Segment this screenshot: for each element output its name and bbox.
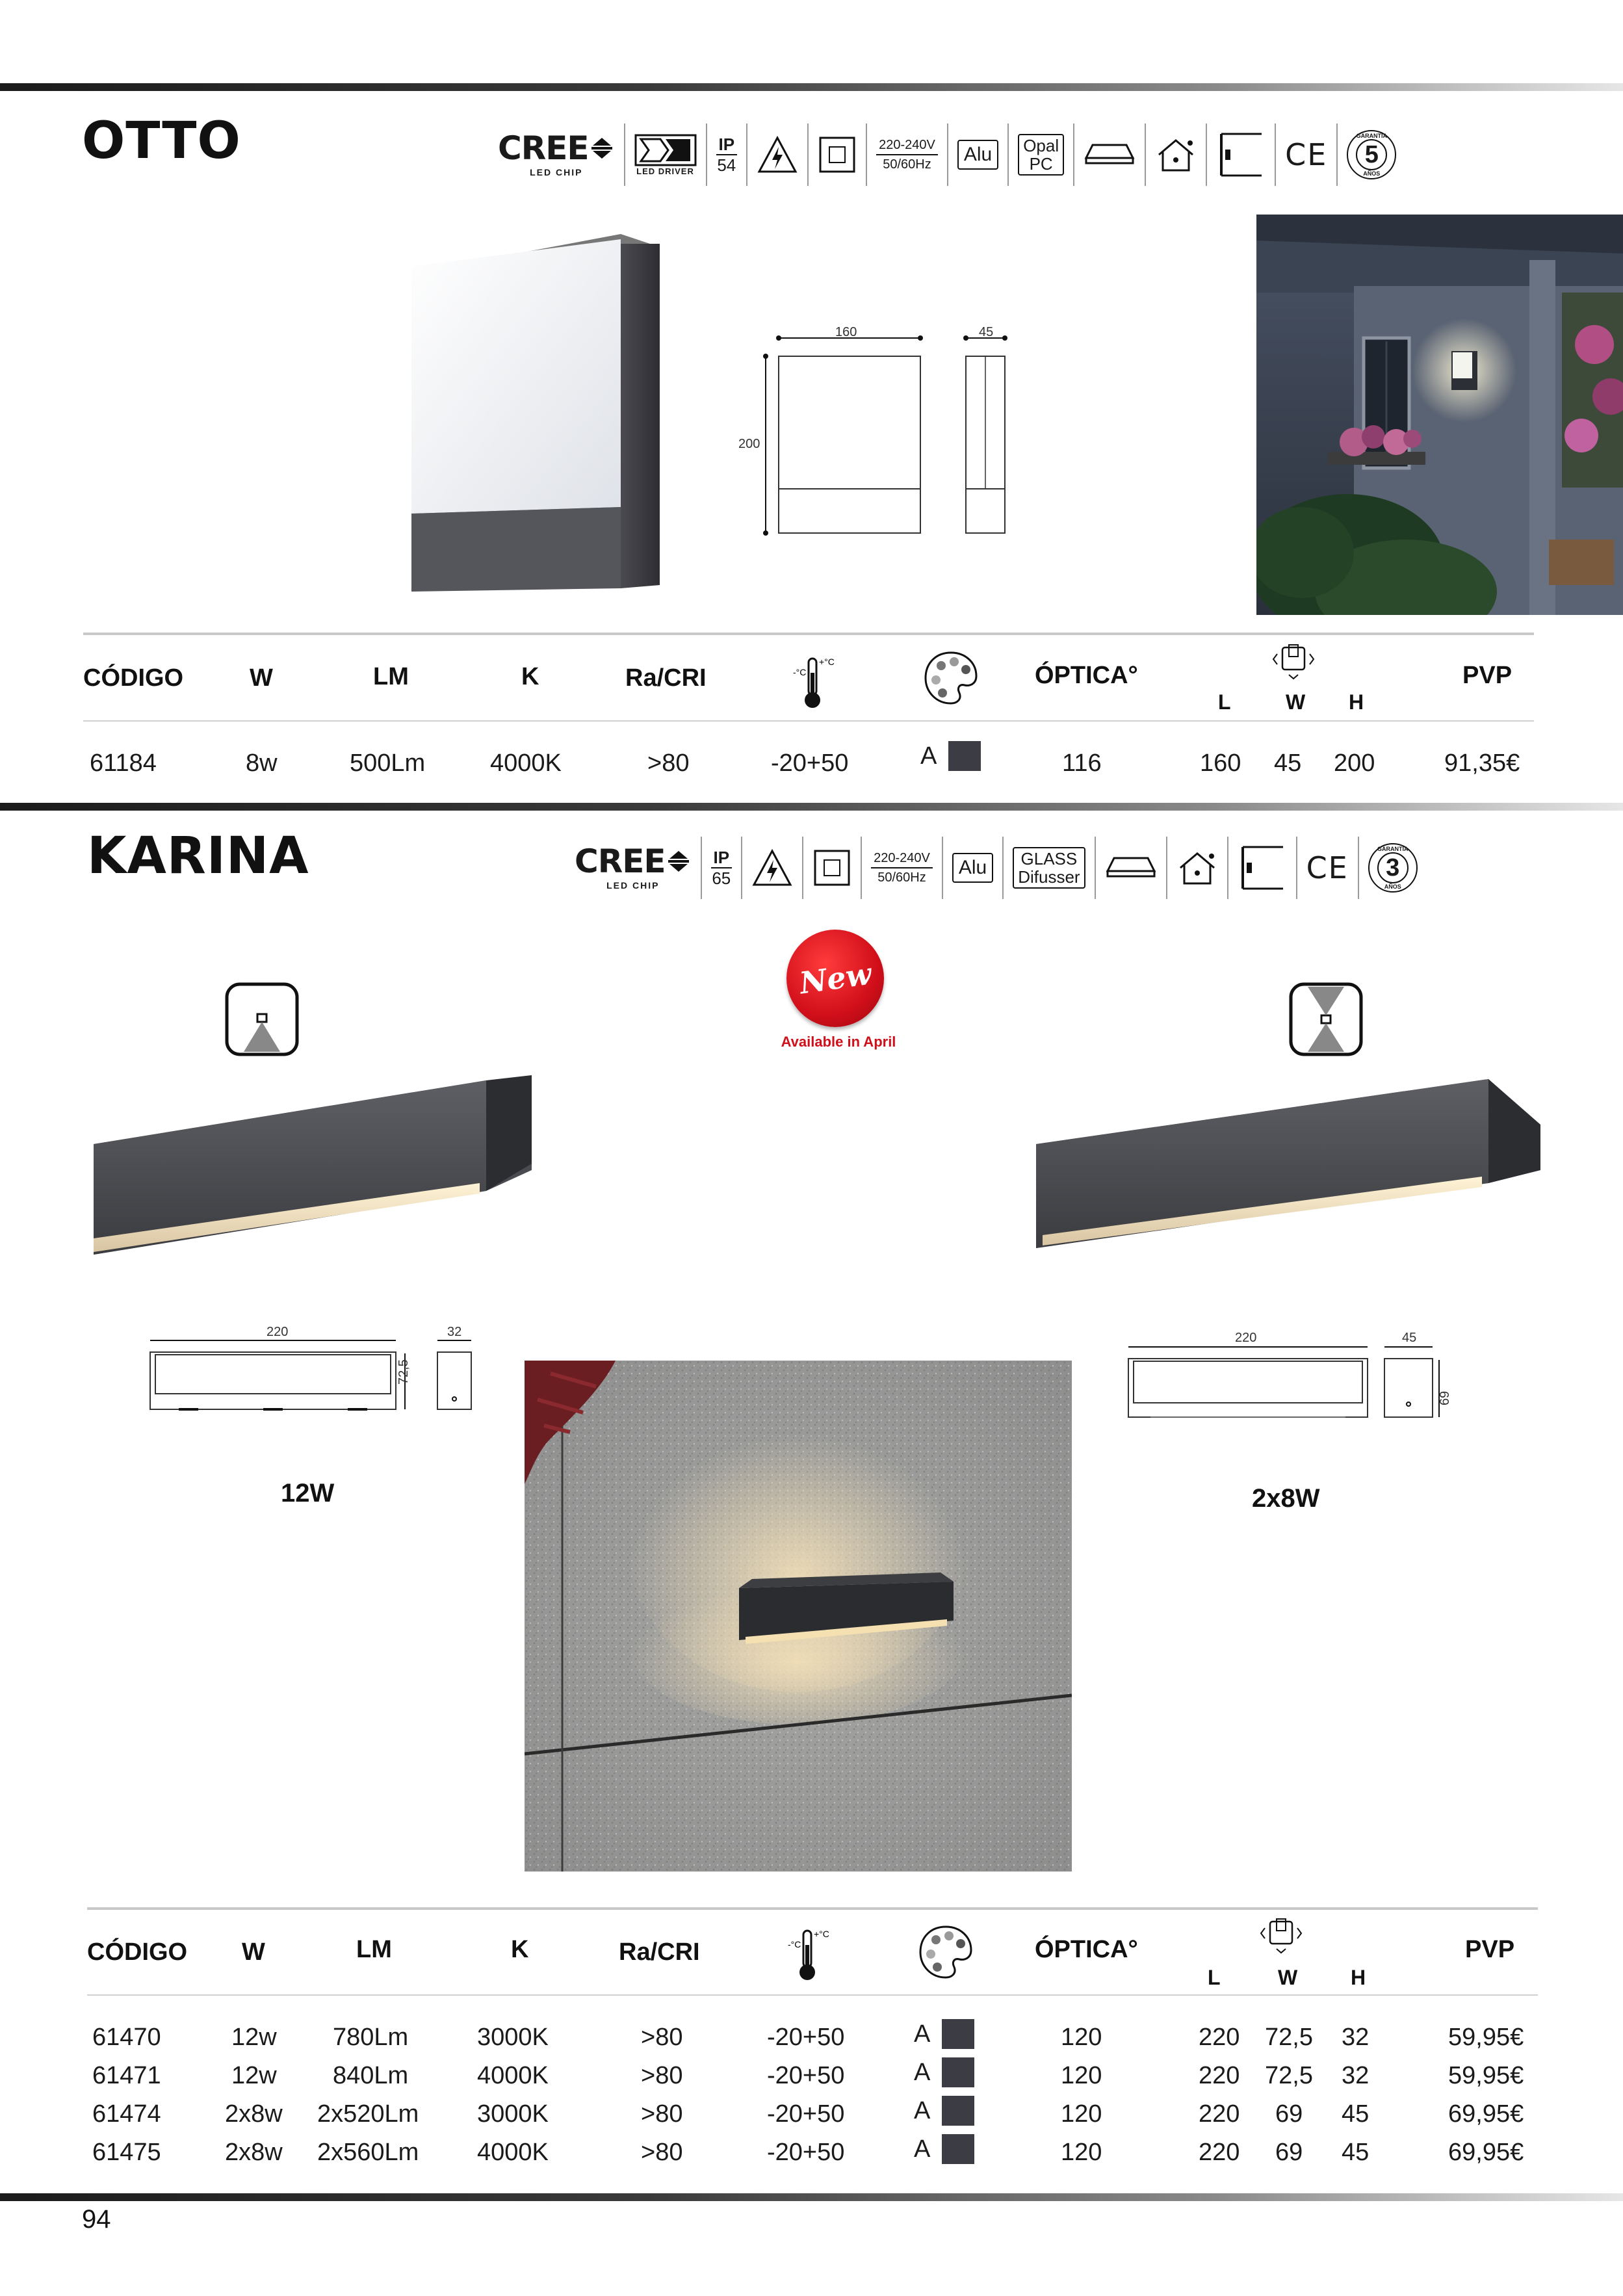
otto-th-l: L [1218, 690, 1231, 714]
karina-cell-temp: -20+50 [767, 2100, 845, 2128]
karina-cell-temp: -20+50 [767, 2062, 845, 2089]
color-code-label: A [914, 2020, 931, 2048]
karina-th-pvp: PVP [1465, 1936, 1515, 1963]
karina-cell-l: 220 [1199, 2062, 1240, 2089]
karina-cell-h: 45 [1342, 2139, 1370, 2166]
karina-th-lm: LM [356, 1936, 392, 1963]
otto-th-k: K [521, 663, 539, 690]
karina-cell-color [914, 2134, 974, 2164]
color-code-label: A [920, 742, 937, 770]
karina-cell-dw: 72,5 [1265, 2062, 1313, 2089]
karina-cell-k: 3000K [477, 2100, 549, 2128]
wall-mount-icon [1074, 124, 1146, 186]
ip-rating-icon: IP 54 [707, 124, 748, 186]
voltage-icon: 220-240V 50/60Hz [862, 837, 943, 899]
anthracite-swatch [948, 741, 981, 771]
ce-mark-icon: CE [1297, 837, 1359, 899]
middle-rule [0, 803, 1623, 811]
karina-cell-cri: >80 [641, 2024, 683, 2051]
karina-12w-dim-width: 220 [266, 1325, 289, 1339]
karina-cell-lm: 840Lm [333, 2062, 409, 2089]
otto-product-image [400, 234, 673, 598]
karina-th-l: L [1208, 1966, 1221, 1989]
otto-cell-cri: >80 [647, 750, 690, 777]
karina-cell-color [914, 2096, 974, 2126]
karina-cell-pvp: 69,95€ [1448, 2100, 1524, 2128]
up-down-light-direction-icon [1288, 982, 1364, 1057]
karina-cell-color [914, 2019, 974, 2049]
karina-cell-cri: >80 [641, 2062, 683, 2089]
otto-th-pvp: PVP [1462, 662, 1513, 689]
karina-2x8w-dim-height: 69 [1438, 1390, 1452, 1405]
ce-mark-icon: CE [1276, 124, 1338, 186]
cree-logo: CREE LED CHIP [489, 124, 625, 186]
electric-warning-icon [747, 124, 809, 186]
karina-cell-optic: 120 [1061, 2139, 1102, 2166]
karina-cell-optic: 120 [1061, 2100, 1102, 2128]
anthracite-swatch [942, 2019, 974, 2049]
material-icon: Alu [948, 124, 1009, 186]
karina-2x8w-dim-width: 220 [1235, 1331, 1257, 1345]
karina-cell-k: 4000K [477, 2139, 549, 2166]
svg-text:+°C: +°C [814, 1929, 829, 1939]
class-ii-icon [809, 124, 867, 186]
page-number: 94 [82, 2205, 111, 2234]
karina-cell-pvp: 59,95€ [1448, 2062, 1524, 2089]
ip-rating-icon: IP 65 [702, 837, 743, 899]
new-badge: New [786, 930, 884, 1027]
cree-logo: CREE LED CHIP [565, 837, 702, 899]
product-title-karina: KARINA [87, 827, 309, 885]
karina-cell-lm: 2x520Lm [317, 2100, 419, 2128]
otto-cell-lm: 500Lm [350, 750, 426, 777]
diffuser-icon: GLASS Difusser [1004, 837, 1095, 899]
otto-cell-temp: -20+50 [771, 750, 849, 777]
karina-cell-dw: 69 [1275, 2100, 1303, 2128]
karina-cell-l: 220 [1199, 2100, 1240, 2128]
available-in-april-label: Available in April [781, 1034, 896, 1050]
otto-palette-icon [923, 650, 979, 706]
warranty-badge: GARANTÍA 5 AÑOS [1338, 124, 1405, 186]
otto-th-cri: Ra/CRI [625, 664, 707, 692]
svg-text:+°C: +°C [819, 657, 835, 667]
otto-installation-photo [1256, 215, 1623, 615]
karina-cell-code: 61474 [92, 2100, 161, 2128]
otto-dim-depth: 45 [979, 325, 994, 339]
karina-cell-lm: 780Lm [333, 2024, 409, 2051]
karina-cell-h: 32 [1342, 2062, 1370, 2089]
karina-cell-code: 61470 [92, 2024, 161, 2051]
karina-cell-pvp: 59,95€ [1448, 2024, 1524, 2051]
karina-th-w: W [242, 1938, 265, 1966]
otto-dim-height: 200 [738, 437, 760, 451]
karina-cell-dw: 69 [1275, 2139, 1303, 2166]
karina-th-cri: Ra/CRI [619, 1938, 700, 1966]
karina-cell-w: 2x8w [225, 2139, 283, 2166]
otto-th-optic: ÓPTICA° [1035, 662, 1138, 689]
outdoor-house-icon [1146, 124, 1207, 186]
karina-th-optic: ÓPTICA° [1035, 1936, 1138, 1963]
color-code-label: A [914, 2058, 931, 2086]
karina-cell-h: 45 [1342, 2100, 1370, 2128]
driver-box-icon [634, 134, 697, 166]
karina-cell-h: 32 [1342, 2024, 1370, 2051]
otto-th-lm: LM [373, 663, 409, 690]
voltage-icon: 220-240V 50/60Hz [867, 124, 948, 186]
karina-cell-pvp: 69,95€ [1448, 2139, 1524, 2166]
karina-cell-l: 220 [1199, 2139, 1240, 2166]
otto-cell-dw: 45 [1274, 750, 1302, 777]
karina-12w-dim-height: 72,5 [396, 1359, 411, 1385]
otto-cell-code: 61184 [90, 750, 157, 777]
karina-cell-dw: 72,5 [1265, 2024, 1313, 2051]
diffuser-icon: Opal PC [1009, 124, 1074, 186]
karina-2x8w-technical-drawing [1124, 1339, 1462, 1443]
karina-th-code: CÓDIGO [87, 1938, 188, 1966]
electric-warning-icon [742, 837, 803, 899]
karina-12w-label: 12W [281, 1479, 335, 1507]
color-code-label: A [914, 2135, 931, 2163]
material-icon: Alu [943, 837, 1004, 899]
karina-th-h: H [1351, 1966, 1366, 1989]
otto-icon-bar [489, 124, 1405, 186]
class-ii-icon [803, 837, 862, 899]
karina-cell-temp: -20+50 [767, 2024, 845, 2051]
karina-12w-dim-depth: 32 [447, 1325, 462, 1339]
downlight-direction-icon [224, 982, 300, 1057]
karina-12w-technical-drawing [146, 1333, 484, 1437]
karina-cell-w: 12w [231, 2062, 277, 2089]
anthracite-swatch [942, 2134, 974, 2164]
karina-th-dw: W [1278, 1966, 1298, 1989]
karina-cell-optic: 120 [1061, 2024, 1102, 2051]
karina-icon-bar [565, 837, 1427, 899]
karina-th-k: K [511, 1936, 529, 1963]
otto-th-h: H [1349, 690, 1364, 714]
wall-bracket-icon [1207, 124, 1276, 186]
led-driver-icon: LED DRIVER [625, 124, 707, 186]
karina-cell-code: 61475 [92, 2139, 161, 2166]
karina-2x8w-dim-depth: 45 [1402, 1331, 1417, 1345]
otto-temperature-icon [792, 653, 835, 712]
top-rule [0, 83, 1623, 91]
karina-table-header-line [87, 1994, 1538, 1996]
karina-cell-k: 4000K [477, 2062, 549, 2089]
karina-cell-w: 2x8w [225, 2100, 283, 2128]
karina-cell-code: 61471 [92, 2062, 161, 2089]
karina-table-top-line [87, 1907, 1538, 1910]
cree-arrows-icon [589, 135, 615, 161]
product-title-otto: OTTO [82, 112, 241, 170]
karina-cell-l: 220 [1199, 2024, 1240, 2051]
otto-cell-pvp: 91,35€ [1444, 750, 1520, 777]
anthracite-swatch [942, 2096, 974, 2126]
warranty-badge: GARANTÍA 3 AÑOS [1359, 837, 1427, 899]
color-code-label: A [914, 2096, 931, 2124]
otto-th-code: CÓDIGO [83, 664, 184, 692]
otto-cell-h: 200 [1334, 750, 1375, 777]
karina-temperature-icon [786, 1925, 829, 1984]
otto-cell-w: 8w [246, 750, 278, 777]
karina-cell-color [914, 2057, 974, 2087]
karina-cell-temp: -20+50 [767, 2139, 845, 2166]
karina-installation-photo [525, 1361, 1072, 1872]
karina-cell-w: 12w [231, 2024, 277, 2051]
karina-12w-product-image [90, 1073, 538, 1261]
karina-cell-lm: 2x560Lm [317, 2139, 419, 2166]
karina-palette-icon [918, 1924, 974, 1980]
otto-dimensions-icon [1271, 642, 1316, 681]
karina-dimensions-icon [1258, 1916, 1304, 1955]
otto-cell-l: 160 [1200, 750, 1241, 777]
karina-cell-cri: >80 [641, 2100, 683, 2128]
karina-cell-optic: 120 [1061, 2062, 1102, 2089]
otto-table-header-line [83, 720, 1534, 722]
outdoor-house-icon [1167, 837, 1228, 899]
svg-text:-°C: -°C [793, 667, 807, 677]
otto-technical-drawing [734, 319, 1046, 540]
otto-th-dw: W [1286, 690, 1306, 714]
anthracite-swatch [942, 2057, 974, 2087]
svg-text:-°C: -°C [788, 1939, 801, 1950]
otto-cell-k: 4000K [490, 750, 562, 777]
otto-dim-width: 160 [835, 325, 857, 339]
cree-arrows-icon [666, 848, 692, 874]
karina-2x8w-label: 2x8W [1252, 1484, 1320, 1513]
otto-table-top-line [83, 633, 1534, 635]
karina-cell-cri: >80 [641, 2139, 683, 2166]
otto-cell-optic: 116 [1062, 750, 1102, 777]
bottom-rule [0, 2193, 1623, 2201]
otto-cell-color [920, 741, 981, 771]
karina-2x8w-product-image [1033, 1073, 1547, 1255]
wall-mount-icon [1096, 837, 1167, 899]
wall-bracket-icon [1228, 837, 1297, 899]
otto-th-w: W [250, 664, 273, 692]
karina-cell-k: 3000K [477, 2024, 549, 2051]
